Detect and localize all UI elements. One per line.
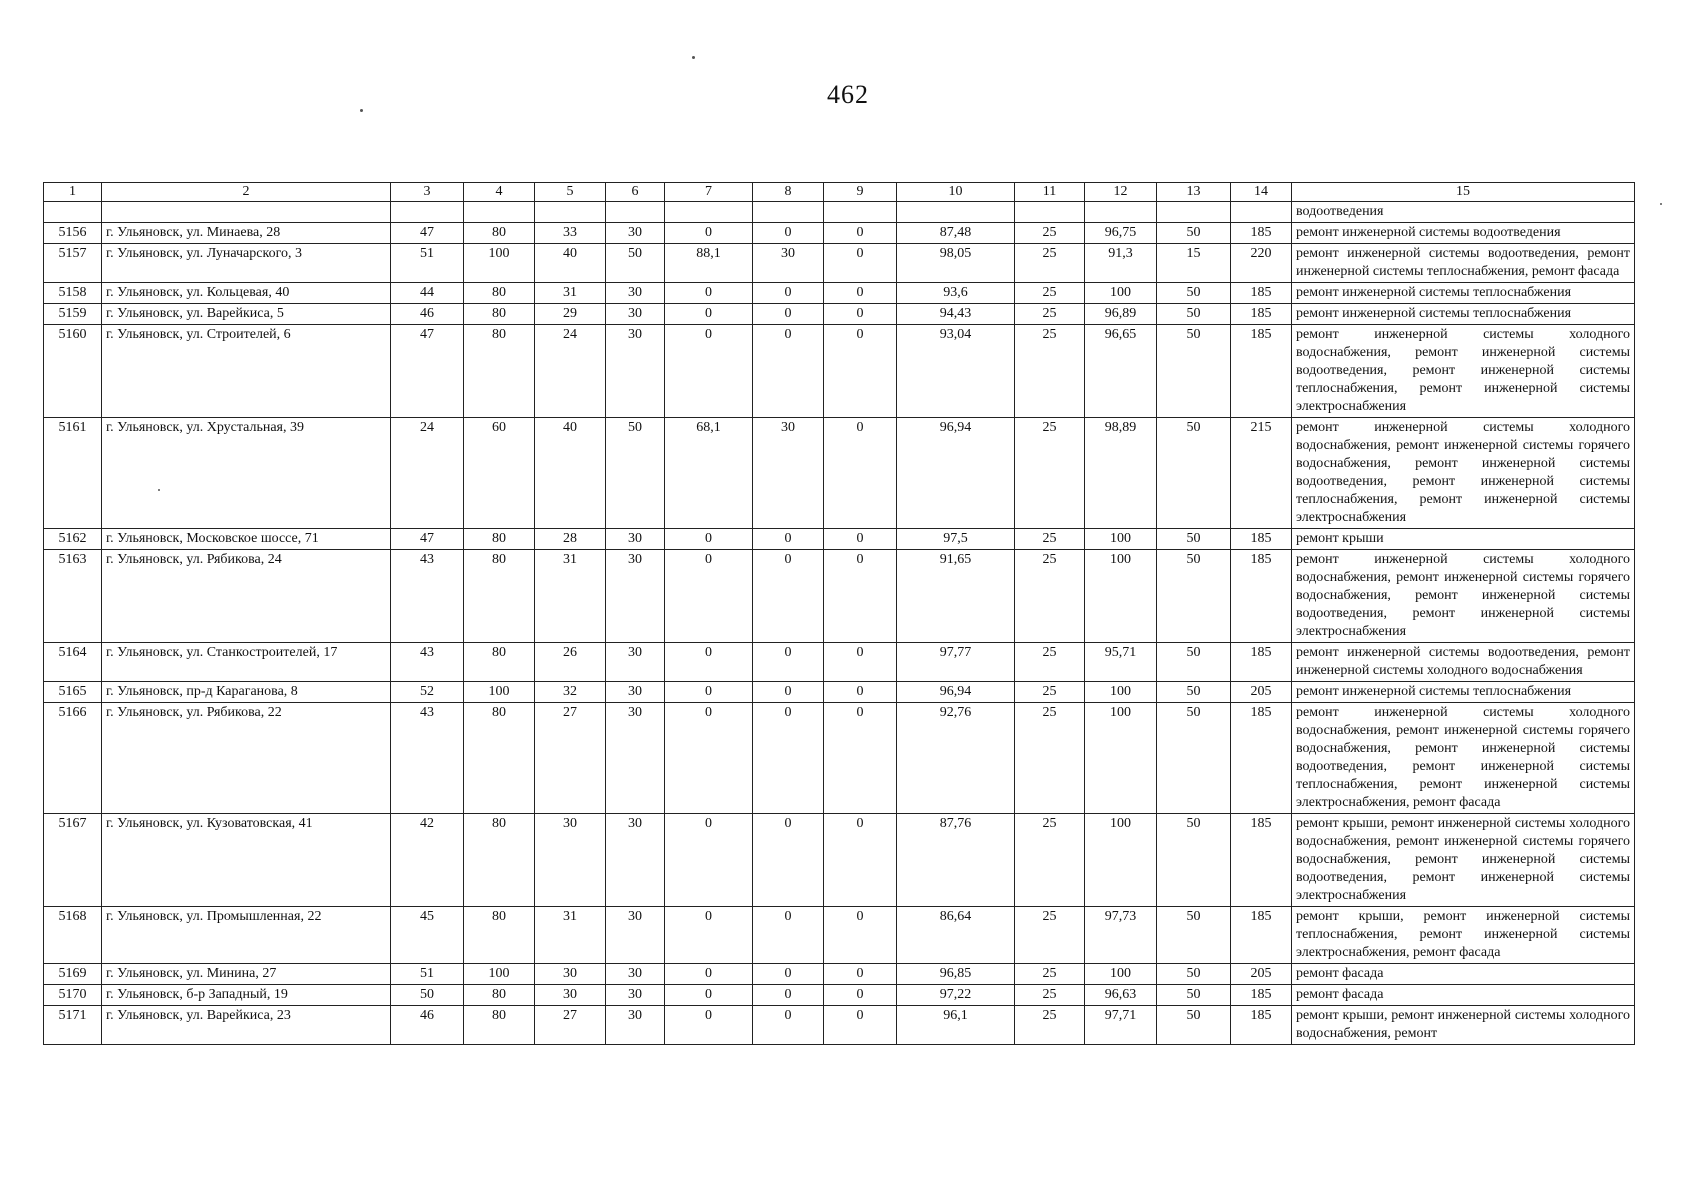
col-14-value: 185 bbox=[1231, 814, 1292, 907]
col-3-value: 42 bbox=[391, 814, 464, 907]
col-10-value: 97,5 bbox=[897, 529, 1015, 550]
col-10-value: 87,76 bbox=[897, 814, 1015, 907]
scan-speck bbox=[692, 56, 695, 59]
row-number: 5171 bbox=[44, 1006, 102, 1045]
col-6-value: 30 bbox=[606, 682, 665, 703]
row-number: 5162 bbox=[44, 529, 102, 550]
col-9-value: 0 bbox=[824, 529, 897, 550]
col-8-value: 0 bbox=[753, 682, 824, 703]
col-6-value: 30 bbox=[606, 964, 665, 985]
work-description: ремонт инженерной системы теплоснабжения bbox=[1292, 682, 1635, 703]
table-row bbox=[44, 244, 1635, 283]
column-header: 13 bbox=[1157, 183, 1231, 202]
col-13-value: 15 bbox=[1157, 244, 1231, 283]
col-8-value: 0 bbox=[753, 643, 824, 682]
col-14-value: 215 bbox=[1231, 418, 1292, 529]
col-9-value: 0 bbox=[824, 643, 897, 682]
col-12-value: 100 bbox=[1085, 283, 1157, 304]
col-3-value: 47 bbox=[391, 529, 464, 550]
col-14-value: 220 bbox=[1231, 244, 1292, 283]
col-4-value: 80 bbox=[464, 814, 535, 907]
address: г. Ульяновск, ул. Минина, 27 bbox=[102, 964, 391, 985]
col-12-value bbox=[1085, 202, 1157, 223]
col-3-value: 46 bbox=[391, 1006, 464, 1045]
col-5-value: 33 bbox=[535, 223, 606, 244]
col-10-value: 96,85 bbox=[897, 964, 1015, 985]
col-3-value: 44 bbox=[391, 283, 464, 304]
address: г. Ульяновск, ул. Станкостроителей, 17 bbox=[102, 643, 391, 682]
col-7-value: 0 bbox=[665, 814, 753, 907]
row-number: 5166 bbox=[44, 703, 102, 814]
col-4-value: 100 bbox=[464, 964, 535, 985]
work-description: ремонт инженерной системы холодного водоснабжения, ремонт инженерной системы горячего водоснабжения, ремонт инженерной системы водоотведения, ремонт инженерной системы теплоснабжения, ремонт инженерной системы электроснабжения bbox=[1292, 418, 1635, 529]
column-header: 8 bbox=[753, 183, 824, 202]
col-7-value: 0 bbox=[665, 907, 753, 964]
table-row bbox=[44, 964, 1635, 985]
column-header: 11 bbox=[1015, 183, 1085, 202]
col-8-value: 0 bbox=[753, 529, 824, 550]
col-12-value: 100 bbox=[1085, 682, 1157, 703]
table-row bbox=[44, 550, 1635, 643]
col-13-value: 50 bbox=[1157, 223, 1231, 244]
col-3-value: 47 bbox=[391, 325, 464, 418]
work-description: ремонт крыши, ремонт инженерной системы теплоснабжения, ремонт инженерной системы электроснабжения, ремонт фасада bbox=[1292, 907, 1635, 964]
col-13-value: 50 bbox=[1157, 643, 1231, 682]
work-description: ремонт инженерной системы теплоснабжения bbox=[1292, 304, 1635, 325]
col-12-value: 96,63 bbox=[1085, 985, 1157, 1006]
page-number: 462 bbox=[827, 80, 869, 109]
col-14-value: 185 bbox=[1231, 985, 1292, 1006]
table-row bbox=[44, 325, 1635, 418]
col-7-value: 0 bbox=[665, 703, 753, 814]
col-6-value: 30 bbox=[606, 529, 665, 550]
col-8-value: 0 bbox=[753, 550, 824, 643]
col-12-value: 100 bbox=[1085, 964, 1157, 985]
col-8-value: 0 bbox=[753, 814, 824, 907]
col-11-value: 25 bbox=[1015, 550, 1085, 643]
col-13-value: 50 bbox=[1157, 985, 1231, 1006]
work-description: ремонт фасада bbox=[1292, 985, 1635, 1006]
col-6-value bbox=[606, 202, 665, 223]
col-11-value: 25 bbox=[1015, 985, 1085, 1006]
col-5-value: 30 bbox=[535, 985, 606, 1006]
scan-speck bbox=[360, 109, 363, 112]
col-3-value: 50 bbox=[391, 985, 464, 1006]
col-12-value: 100 bbox=[1085, 529, 1157, 550]
col-3-value: 47 bbox=[391, 223, 464, 244]
col-6-value: 30 bbox=[606, 1006, 665, 1045]
col-5-value: 24 bbox=[535, 325, 606, 418]
col-5-value: 26 bbox=[535, 643, 606, 682]
col-7-value: 68,1 bbox=[665, 418, 753, 529]
col-11-value: 25 bbox=[1015, 964, 1085, 985]
col-12-value: 100 bbox=[1085, 550, 1157, 643]
col-10-value: 94,43 bbox=[897, 304, 1015, 325]
work-description: ремонт инженерной системы водоотведения, ремонт инженерной системы холодного водоснабжения bbox=[1292, 643, 1635, 682]
col-8-value: 0 bbox=[753, 703, 824, 814]
col-4-value: 80 bbox=[464, 643, 535, 682]
row-number: 5160 bbox=[44, 325, 102, 418]
row-number: 5167 bbox=[44, 814, 102, 907]
col-13-value: 50 bbox=[1157, 814, 1231, 907]
col-4-value: 60 bbox=[464, 418, 535, 529]
column-header: 9 bbox=[824, 183, 897, 202]
col-4-value bbox=[464, 202, 535, 223]
col-13-value: 50 bbox=[1157, 529, 1231, 550]
table-row bbox=[44, 418, 1635, 529]
col-14-value: 185 bbox=[1231, 283, 1292, 304]
col-9-value: 0 bbox=[824, 964, 897, 985]
col-4-value: 100 bbox=[464, 682, 535, 703]
col-10-value: 91,65 bbox=[897, 550, 1015, 643]
col-5-value: 28 bbox=[535, 529, 606, 550]
col-10-value: 92,76 bbox=[897, 703, 1015, 814]
col-14-value: 185 bbox=[1231, 325, 1292, 418]
col-11-value: 25 bbox=[1015, 244, 1085, 283]
col-6-value: 30 bbox=[606, 283, 665, 304]
column-header: 3 bbox=[391, 183, 464, 202]
col-14-value bbox=[1231, 202, 1292, 223]
col-12-value: 96,75 bbox=[1085, 223, 1157, 244]
work-description: ремонт фасада bbox=[1292, 964, 1635, 985]
col-9-value: 0 bbox=[824, 1006, 897, 1045]
col-10-value: 87,48 bbox=[897, 223, 1015, 244]
work-description: ремонт инженерной системы теплоснабжения bbox=[1292, 283, 1635, 304]
col-13-value: 50 bbox=[1157, 325, 1231, 418]
col-13-value: 50 bbox=[1157, 283, 1231, 304]
row-number: 5170 bbox=[44, 985, 102, 1006]
col-3-value: 43 bbox=[391, 643, 464, 682]
address: г. Ульяновск, ул. Минаева, 28 bbox=[102, 223, 391, 244]
table-row bbox=[44, 202, 1635, 223]
col-7-value: 0 bbox=[665, 550, 753, 643]
col-5-value: 40 bbox=[535, 418, 606, 529]
col-6-value: 30 bbox=[606, 985, 665, 1006]
col-9-value: 0 bbox=[824, 703, 897, 814]
column-header: 14 bbox=[1231, 183, 1292, 202]
col-3-value: 52 bbox=[391, 682, 464, 703]
col-12-value: 91,3 bbox=[1085, 244, 1157, 283]
col-8-value: 30 bbox=[753, 244, 824, 283]
row-number: 5163 bbox=[44, 550, 102, 643]
col-13-value: 50 bbox=[1157, 550, 1231, 643]
col-12-value: 96,89 bbox=[1085, 304, 1157, 325]
col-7-value: 0 bbox=[665, 643, 753, 682]
col-14-value: 185 bbox=[1231, 907, 1292, 964]
col-3-value: 24 bbox=[391, 418, 464, 529]
row-number: 5168 bbox=[44, 907, 102, 964]
column-header: 4 bbox=[464, 183, 535, 202]
col-9-value: 0 bbox=[824, 550, 897, 643]
col-4-value: 80 bbox=[464, 550, 535, 643]
col-9-value: 0 bbox=[824, 223, 897, 244]
address: г. Ульяновск, ул. Рябикова, 24 bbox=[102, 550, 391, 643]
col-3-value: 51 bbox=[391, 964, 464, 985]
col-5-value: 30 bbox=[535, 964, 606, 985]
col-6-value: 30 bbox=[606, 643, 665, 682]
col-11-value: 25 bbox=[1015, 682, 1085, 703]
address: г. Ульяновск, пр-д Караганова, 8 bbox=[102, 682, 391, 703]
col-9-value: 0 bbox=[824, 325, 897, 418]
work-description: ремонт инженерной системы водоотведения bbox=[1292, 223, 1635, 244]
col-5-value: 27 bbox=[535, 1006, 606, 1045]
col-14-value: 205 bbox=[1231, 682, 1292, 703]
col-11-value: 25 bbox=[1015, 814, 1085, 907]
address: г. Ульяновск, ул. Рябикова, 22 bbox=[102, 703, 391, 814]
col-5-value: 29 bbox=[535, 304, 606, 325]
col-6-value: 30 bbox=[606, 550, 665, 643]
col-14-value: 205 bbox=[1231, 964, 1292, 985]
col-4-value: 80 bbox=[464, 325, 535, 418]
address: г. Ульяновск, ул. Кузоватовская, 41 bbox=[102, 814, 391, 907]
col-8-value: 0 bbox=[753, 223, 824, 244]
col-11-value: 25 bbox=[1015, 304, 1085, 325]
row-number: 5164 bbox=[44, 643, 102, 682]
address bbox=[102, 202, 391, 223]
row-number: 5165 bbox=[44, 682, 102, 703]
work-description: ремонт крыши, ремонт инженерной системы холодного водоснабжения, ремонт bbox=[1292, 1006, 1635, 1045]
col-7-value: 0 bbox=[665, 964, 753, 985]
col-6-value: 30 bbox=[606, 304, 665, 325]
row-number: 5161 bbox=[44, 418, 102, 529]
col-4-value: 80 bbox=[464, 529, 535, 550]
col-11-value: 25 bbox=[1015, 529, 1085, 550]
col-6-value: 30 bbox=[606, 223, 665, 244]
col-3-value: 51 bbox=[391, 244, 464, 283]
col-10-value: 97,77 bbox=[897, 643, 1015, 682]
col-14-value: 185 bbox=[1231, 643, 1292, 682]
col-10-value: 93,04 bbox=[897, 325, 1015, 418]
col-10-value: 96,1 bbox=[897, 1006, 1015, 1045]
col-4-value: 100 bbox=[464, 244, 535, 283]
column-header: 6 bbox=[606, 183, 665, 202]
col-8-value: 0 bbox=[753, 283, 824, 304]
col-8-value: 0 bbox=[753, 325, 824, 418]
col-12-value: 97,73 bbox=[1085, 907, 1157, 964]
col-3-value bbox=[391, 202, 464, 223]
col-7-value: 0 bbox=[665, 283, 753, 304]
address: г. Ульяновск, Московское шоссе, 71 bbox=[102, 529, 391, 550]
col-11-value: 25 bbox=[1015, 418, 1085, 529]
col-4-value: 80 bbox=[464, 304, 535, 325]
col-5-value bbox=[535, 202, 606, 223]
table-row bbox=[44, 1006, 1635, 1045]
col-12-value: 98,89 bbox=[1085, 418, 1157, 529]
col-6-value: 30 bbox=[606, 703, 665, 814]
col-13-value: 50 bbox=[1157, 418, 1231, 529]
col-6-value: 50 bbox=[606, 244, 665, 283]
col-10-value: 98,05 bbox=[897, 244, 1015, 283]
col-3-value: 46 bbox=[391, 304, 464, 325]
col-9-value: 0 bbox=[824, 907, 897, 964]
col-10-value: 96,94 bbox=[897, 682, 1015, 703]
column-header: 5 bbox=[535, 183, 606, 202]
col-14-value: 185 bbox=[1231, 223, 1292, 244]
col-8-value: 0 bbox=[753, 304, 824, 325]
work-description: ремонт крыши bbox=[1292, 529, 1635, 550]
col-4-value: 80 bbox=[464, 223, 535, 244]
row-number: 5156 bbox=[44, 223, 102, 244]
col-6-value: 30 bbox=[606, 814, 665, 907]
col-12-value: 96,65 bbox=[1085, 325, 1157, 418]
col-5-value: 27 bbox=[535, 703, 606, 814]
col-12-value: 100 bbox=[1085, 814, 1157, 907]
col-4-value: 80 bbox=[464, 703, 535, 814]
col-10-value: 97,22 bbox=[897, 985, 1015, 1006]
col-11-value: 25 bbox=[1015, 703, 1085, 814]
col-4-value: 80 bbox=[464, 1006, 535, 1045]
scan-speck bbox=[1660, 203, 1662, 205]
address: г. Ульяновск, б-р Западный, 19 bbox=[102, 985, 391, 1006]
col-13-value: 50 bbox=[1157, 1006, 1231, 1045]
table-row bbox=[44, 529, 1635, 550]
col-6-value: 30 bbox=[606, 325, 665, 418]
col-10-value bbox=[897, 202, 1015, 223]
col-13-value: 50 bbox=[1157, 703, 1231, 814]
col-3-value: 45 bbox=[391, 907, 464, 964]
table-row bbox=[44, 643, 1635, 682]
col-14-value: 185 bbox=[1231, 1006, 1292, 1045]
col-13-value: 50 bbox=[1157, 682, 1231, 703]
address: г. Ульяновск, ул. Луначарского, 3 bbox=[102, 244, 391, 283]
col-9-value: 0 bbox=[824, 304, 897, 325]
address: г. Ульяновск, ул. Хрустальная, 39 bbox=[102, 418, 391, 529]
col-11-value: 25 bbox=[1015, 1006, 1085, 1045]
col-13-value: 50 bbox=[1157, 304, 1231, 325]
col-10-value: 86,64 bbox=[897, 907, 1015, 964]
col-14-value: 185 bbox=[1231, 304, 1292, 325]
col-7-value: 0 bbox=[665, 529, 753, 550]
col-7-value: 0 bbox=[665, 304, 753, 325]
row-number: 5157 bbox=[44, 244, 102, 283]
table-row bbox=[44, 985, 1635, 1006]
col-10-value: 96,94 bbox=[897, 418, 1015, 529]
col-11-value: 25 bbox=[1015, 223, 1085, 244]
col-5-value: 31 bbox=[535, 550, 606, 643]
work-description: ремонт инженерной системы холодного водоснабжения, ремонт инженерной системы горячего водоснабжения, ремонт инженерной системы водоотведения, ремонт инженерной системы теплоснабжения, ремонт инженерной системы электроснабжения, ремонт фасада bbox=[1292, 703, 1635, 814]
column-number-row bbox=[44, 183, 1635, 202]
column-header: 12 bbox=[1085, 183, 1157, 202]
col-9-value: 0 bbox=[824, 814, 897, 907]
work-description: ремонт инженерной системы водоотведения, ремонт инженерной системы теплоснабжения, ремонт фасада bbox=[1292, 244, 1635, 283]
col-11-value: 25 bbox=[1015, 325, 1085, 418]
col-4-value: 80 bbox=[464, 985, 535, 1006]
column-header: 2 bbox=[102, 183, 391, 202]
col-9-value: 0 bbox=[824, 682, 897, 703]
column-header: 15 bbox=[1292, 183, 1635, 202]
col-7-value: 0 bbox=[665, 1006, 753, 1045]
address: г. Ульяновск, ул. Варейкиса, 23 bbox=[102, 1006, 391, 1045]
work-description: водоотведения bbox=[1292, 202, 1635, 223]
table-row bbox=[44, 283, 1635, 304]
col-13-value: 50 bbox=[1157, 964, 1231, 985]
col-11-value bbox=[1015, 202, 1085, 223]
table-row bbox=[44, 304, 1635, 325]
col-14-value: 185 bbox=[1231, 703, 1292, 814]
row-number bbox=[44, 202, 102, 223]
col-4-value: 80 bbox=[464, 283, 535, 304]
col-3-value: 43 bbox=[391, 703, 464, 814]
registry-table-body bbox=[44, 183, 1635, 1045]
col-12-value: 97,71 bbox=[1085, 1006, 1157, 1045]
col-13-value bbox=[1157, 202, 1231, 223]
registry-table bbox=[43, 182, 1635, 1045]
table-row bbox=[44, 703, 1635, 814]
col-9-value: 0 bbox=[824, 985, 897, 1006]
row-number: 5158 bbox=[44, 283, 102, 304]
col-10-value: 93,6 bbox=[897, 283, 1015, 304]
col-13-value: 50 bbox=[1157, 907, 1231, 964]
col-7-value bbox=[665, 202, 753, 223]
col-7-value: 88,1 bbox=[665, 244, 753, 283]
column-header: 7 bbox=[665, 183, 753, 202]
col-11-value: 25 bbox=[1015, 283, 1085, 304]
address: г. Ульяновск, ул. Кольцевая, 40 bbox=[102, 283, 391, 304]
col-8-value bbox=[753, 202, 824, 223]
col-5-value: 31 bbox=[535, 283, 606, 304]
table-row bbox=[44, 223, 1635, 244]
col-7-value: 0 bbox=[665, 325, 753, 418]
col-11-value: 25 bbox=[1015, 643, 1085, 682]
col-8-value: 0 bbox=[753, 1006, 824, 1045]
col-12-value: 100 bbox=[1085, 703, 1157, 814]
table-row bbox=[44, 907, 1635, 964]
col-14-value: 185 bbox=[1231, 550, 1292, 643]
column-header: 10 bbox=[897, 183, 1015, 202]
col-12-value: 95,71 bbox=[1085, 643, 1157, 682]
col-5-value: 40 bbox=[535, 244, 606, 283]
col-7-value: 0 bbox=[665, 223, 753, 244]
address: г. Ульяновск, ул. Варейкиса, 5 bbox=[102, 304, 391, 325]
col-6-value: 30 bbox=[606, 907, 665, 964]
col-5-value: 32 bbox=[535, 682, 606, 703]
col-5-value: 30 bbox=[535, 814, 606, 907]
col-9-value: 0 bbox=[824, 244, 897, 283]
col-4-value: 80 bbox=[464, 907, 535, 964]
row-number: 5169 bbox=[44, 964, 102, 985]
col-3-value: 43 bbox=[391, 550, 464, 643]
col-8-value: 0 bbox=[753, 907, 824, 964]
work-description: ремонт инженерной системы холодного водоснабжения, ремонт инженерной системы горячего водоснабжения, ремонт инженерной системы водоотведения, ремонт инженерной системы электроснабжения bbox=[1292, 550, 1635, 643]
col-9-value: 0 bbox=[824, 283, 897, 304]
table-row bbox=[44, 814, 1635, 907]
col-8-value: 0 bbox=[753, 964, 824, 985]
col-7-value: 0 bbox=[665, 985, 753, 1006]
col-9-value bbox=[824, 202, 897, 223]
col-6-value: 50 bbox=[606, 418, 665, 529]
col-5-value: 31 bbox=[535, 907, 606, 964]
col-14-value: 185 bbox=[1231, 529, 1292, 550]
work-description: ремонт крыши, ремонт инженерной системы холодного водоснабжения, ремонт инженерной системы горячего водоснабжения, ремонт инженерной системы водоотведения, ремонт инженерной системы электроснабжения bbox=[1292, 814, 1635, 907]
table-row bbox=[44, 682, 1635, 703]
work-description: ремонт инженерной системы холодного водоснабжения, ремонт инженерной системы водоотведения, ремонт инженерной системы теплоснабжения, ремонт инженерной системы электроснабжения bbox=[1292, 325, 1635, 418]
row-number: 5159 bbox=[44, 304, 102, 325]
address: г. Ульяновск, ул. Строителей, 6 bbox=[102, 325, 391, 418]
address: г. Ульяновск, ул. Промышленная, 22 bbox=[102, 907, 391, 964]
col-8-value: 30 bbox=[753, 418, 824, 529]
column-header: 1 bbox=[44, 183, 102, 202]
col-7-value: 0 bbox=[665, 682, 753, 703]
col-8-value: 0 bbox=[753, 985, 824, 1006]
col-11-value: 25 bbox=[1015, 907, 1085, 964]
col-9-value: 0 bbox=[824, 418, 897, 529]
